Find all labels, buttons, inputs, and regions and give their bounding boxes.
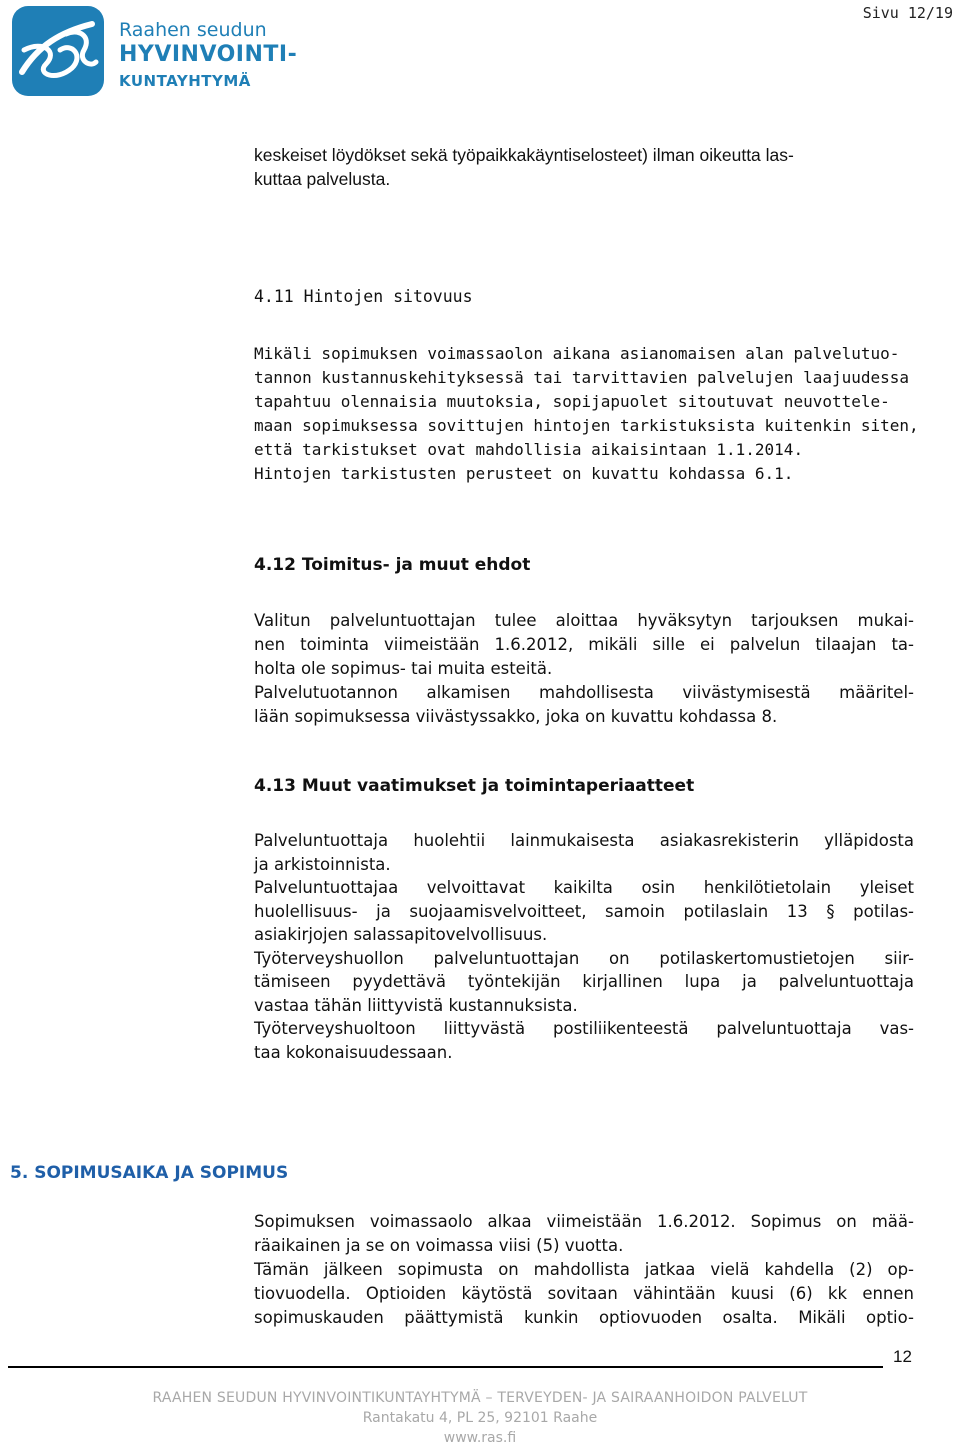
body-line: maan sopimuksessa sovittujen hintojen tarkistuksista kuitenkin siten,: [254, 416, 919, 435]
body-line: Tämän jälkeen sopimusta on mahdollista jatkaa vielä kahdella (2) op-: [254, 1260, 914, 1279]
body-line: ja arkistoinnista.: [254, 854, 391, 874]
body-line: Mikäli sopimuksen voimassaolon aikana asianomaisen alan palvelutuo-: [254, 344, 900, 363]
body-line: Valitun palveluntuottajan tulee aloittaa hyväksytyn tarjouksen mukai-: [254, 611, 914, 630]
body-line: vastaa tähän liittyvistä kustannuksista.: [254, 995, 578, 1015]
footer-organization: RAAHEN SEUDUN HYVINVOINTIKUNTAYHTYMÄ – TERVEYDEN- JA SAIRAANHOIDON PALVELUT: [152, 1390, 808, 1406]
body-line: holta ole sopimus- tai muita esteitä.: [254, 659, 553, 678]
body-line: räaikainen ja se on voimassa viisi (5) vuotta.: [254, 1236, 624, 1255]
intro-paragraph: [254, 143, 914, 191]
body-line: Työterveyshuollon palveluntuottajan on potilaskertomustietojen siir-: [254, 948, 914, 968]
body-line: asiakirjojen salassapitovelvollisuus.: [254, 925, 548, 944]
section-5-body: [254, 1210, 914, 1330]
body-line: tämiseen pyydettävä työntekijän kirjallinen lupa ja palveluntuottaja: [254, 972, 914, 991]
knot-logo-icon: [12, 6, 104, 96]
intro-line: kuttaa palvelusta.: [254, 169, 391, 189]
logo-text-line2: HYVINVOINTI-: [119, 42, 298, 67]
body-line: lään sopimuksessa viivästyssakko, joka on kuvattu kohdassa 8.: [254, 707, 778, 726]
section-4-13-body: [254, 829, 914, 1064]
intro-line: keskeiset löydökset sekä työpaikkakäyntiselosteet) ilman oikeutta las-: [254, 145, 794, 165]
body-line: Palveluntuottaja huolehtii lainmukaisesta asiakasrekisterin ylläpidosta: [254, 831, 914, 850]
section-4-13-heading: 4.13 Muut vaatimukset ja toimintaperiaatteet: [254, 776, 695, 796]
body-line: Palveluntuottajaa velvoittavat kaikilta osin henkilötietolain yleiset: [254, 878, 914, 897]
footer-divider: [8, 1366, 883, 1368]
section-4-12-body: [254, 609, 914, 729]
logo-text-line3: KUNTAYHTYMÄ: [119, 72, 251, 90]
section-4-11-heading: 4.11 Hintojen sitovuus: [254, 287, 473, 306]
body-line: nen toiminta viimeistään 1.6.2012, mikäli sille ei palvelun tilaajan ta-: [254, 635, 914, 654]
footer-website-link[interactable]: www.ras.fi: [443, 1430, 517, 1446]
section-4-11-body: [254, 342, 919, 486]
section-4-12-heading: 4.12 Toimitus- ja muut ehdot: [254, 555, 531, 575]
body-line: että tarkistukset ovat mahdollisia aikaisintaan 1.1.2014.: [254, 440, 804, 459]
body-line: taa kokonaisuudessaan.: [254, 1042, 453, 1062]
body-line: huolellisuus- ja suojaamisvelvoitteet, samoin potilaslain 13 § potilas-: [254, 901, 914, 921]
body-line: Hintojen tarkistusten perusteet on kuvattu kohdassa 6.1.: [254, 464, 794, 483]
footer-address: Rantakatu 4, PL 25, 92101 Raahe: [362, 1410, 598, 1426]
body-line: tannon kustannuskehityksessä tai tarvittavien palvelujen laajuudessa: [254, 368, 910, 387]
organization-logo: [12, 6, 342, 96]
page-number: 12: [893, 1347, 912, 1366]
logo-text-line1: Raahen seudun: [119, 19, 267, 41]
body-line: sopimuskauden päättymistä kunkin optiovuoden osalta. Mikäli optio-: [254, 1308, 914, 1327]
body-line: tiovuodella. Optioiden käytöstä sovitaan vähintään kuusi (6) kk ennen: [254, 1284, 914, 1303]
body-line: Sopimuksen voimassaolo alkaa viimeistään 1.6.2012. Sopimus on mää-: [254, 1212, 914, 1231]
body-line: tapahtuu olennaisia muutoksia, sopijapuolet sitoutuvat neuvottele-: [254, 392, 890, 411]
page-marker: Sivu 12/19: [862, 4, 953, 22]
section-5-heading: 5. SOPIMUSAIKA JA SOPIMUS: [10, 1163, 289, 1183]
body-line: Työterveyshuoltoon liittyvästä postiliikenteestä palveluntuottaja vas-: [254, 1019, 914, 1038]
body-line: Palvelutuotannon alkamisen mahdollisesta viivästymisestä määritel-: [254, 683, 914, 702]
